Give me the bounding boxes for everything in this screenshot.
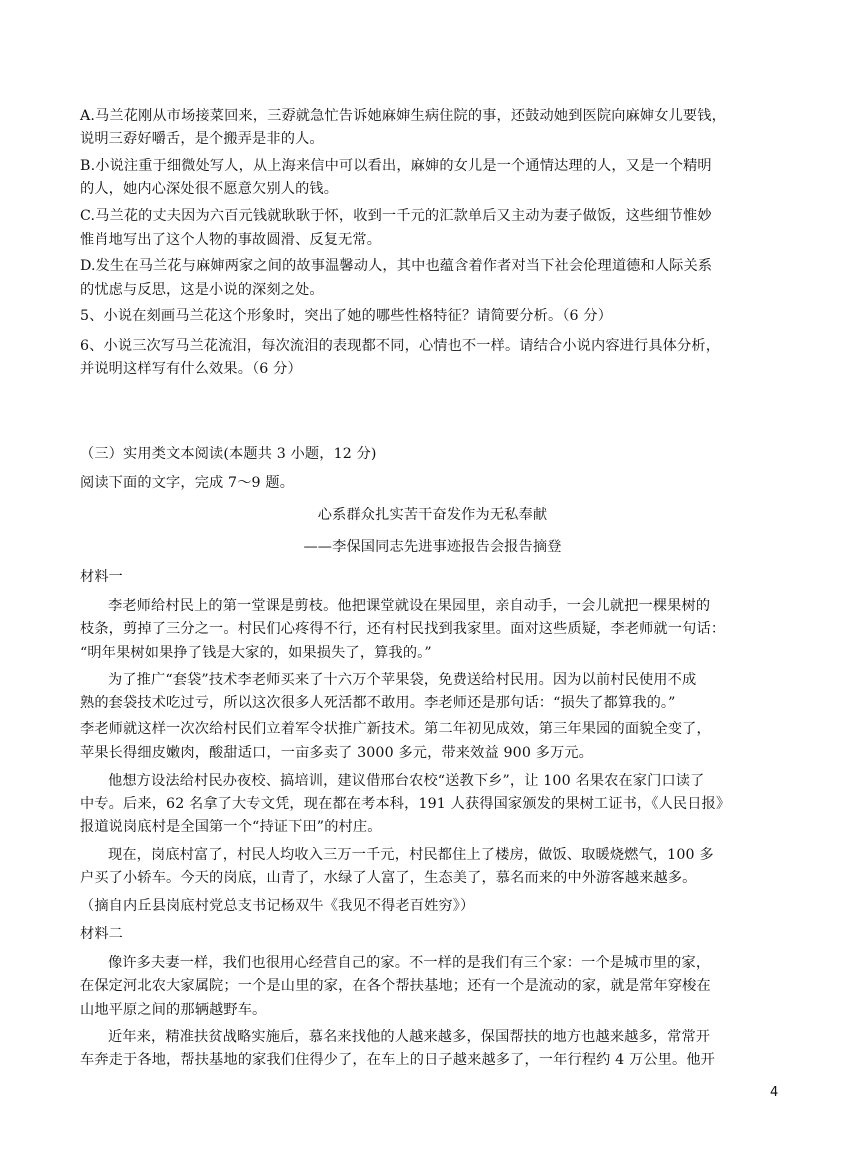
text-line: B.小说注重于细微处写人，从上海来信中可以看出，麻婶的女儿是一个通情达理的人，又是一个精明 xyxy=(80,158,712,174)
text-line: 车奔走于各地，帮扶基地的家我们住得少了，在车上的日子越来越多了，一年行程约 4 万公里。他开 xyxy=(80,1052,716,1068)
text-line: 中专。后来，62 名拿了大专文凭，现在都在考本科，191 人获得国家颁发的果树工证书，《人民日报》 xyxy=(80,796,731,812)
text-line: 山地平原之间的那辆越野车。 xyxy=(80,1002,267,1018)
section-heading: （三）实用类文本阅读(本题共 3 小题，12 分) xyxy=(80,446,377,462)
article-title: 心系群众扎实苦干奋发作为无私奉献 xyxy=(317,507,548,523)
text-line: “明年果树如果挣了钱是大家的，如果损失了，算我的。” xyxy=(80,645,432,661)
material-1-source: （摘自内丘县岗底村党总支书记杨双牛《我见不得老百姓穷》） xyxy=(80,898,475,914)
text-line: 惟肖地写出了这个人物的事故圆滑、反复无常。 xyxy=(80,232,382,248)
text-line: 6、小说三次写马兰花流泪，每次流泪的表现都不同，心情也不一样。请结合小说内容进行具体分析， xyxy=(80,338,721,354)
material-1-label: 材料一 xyxy=(80,569,124,585)
page-number: 4 xyxy=(770,1085,779,1100)
text-line: 李老师就这样一次次给村民们立着军令状推广新技术。第二年初见成效，第三年果园的面貌全变了， xyxy=(80,721,711,737)
text-line: 户买了小轿车。今天的岗底，山青了，水绿了人富了，生态美了，慕名而来的中外游客越来越多。 xyxy=(80,870,697,886)
text-line: 近年来，精准扶贫战略实施后，慕名来找他的人越来越多，保国帮扶的地方也越来越多，常常开 xyxy=(108,1029,711,1045)
text-line: C.马兰花的丈夫因为六百元钱就耿耿于怀，收到一千元的汇款单后又主动为妻子做饭，这些细节惟妙 xyxy=(80,208,712,224)
text-line: 现在，岗底村富了，村民人均收入三万一千元，村民都住上了楼房，做饭、取暖烧燃气，100 多 xyxy=(108,847,714,863)
text-line: 报道说岗底村是全国第一个“持证下田”的村庄。 xyxy=(80,819,382,835)
text-line: 说明三孬好嚼舌，是个搬弄是非的人。 xyxy=(80,131,324,147)
article-subtitle: ——李保国同志先进事迹报告会报告摘登 xyxy=(303,539,562,555)
text-line: 苹果长得细皮嫩肉，酸甜适口，一亩多卖了 3000 多元，带来效益 900 多万元。 xyxy=(80,745,594,761)
text-line: 为了推广“套袋”技术李老师买来了十六万个苹果袋，免费送给村民用。因为以前村民使用不成 xyxy=(108,672,697,688)
text-line: 在保定河北农大家属院；一个是山里的家，在各个帮扶基地；还有一个是流动的家，就是常年穿梭在 xyxy=(80,978,711,994)
text-line: D.发生在马兰花与麻婶两家之间的故事温馨动人，其中也蕴含着作者对当下社会伦理道德和人际关系 xyxy=(80,258,713,274)
material-2-label: 材料二 xyxy=(80,926,124,942)
text-line: 李老师给村民上的第一堂课是剪枝。他把课堂就设在果园里，亲自动手，一会儿就把一棵果树的 xyxy=(108,598,711,614)
text-line: 5、小说在刻画马兰花这个形象时，突出了她的哪些性格特征？请简要分析。（6 分） xyxy=(80,308,613,324)
text-line: 他想方设法给村民办夜校、搞培训，建议借邢台农校“送教下乡”，让 100 名果农在家门口读了 xyxy=(108,773,705,789)
text-line: 的忧虑与反思，这是小说的深刻之处。 xyxy=(80,282,324,298)
text-line: 熟的套袋技术吃过亏，所以这次很多人死活都不敢用。李老师还是那句话：“损失了都算我的。” xyxy=(80,695,676,711)
text-line: 的人，她内心深处很不愿意欠别人的钱。 xyxy=(80,181,339,197)
section-instruction: 阅读下面的文字，完成 7～9 题。 xyxy=(80,475,295,491)
text-line: 并说明这样写有什么效果。（6 分） xyxy=(80,361,302,377)
text-line: 枝条，剪掉了三分之一。村民们心疼得不行，还有村民找到我家里。面对这些质疑，李老师就一句话： xyxy=(80,621,726,637)
text-line: 像许多夫妻一样，我们也很用心经营自己的家。不一样的是我们有三个家：一个是城市里的家， xyxy=(108,955,711,971)
text-line: A.马兰花刚从市场接菜回来，三孬就急忙告诉她麻婶生病住院的事，还鼓动她到医院向麻婶女儿要钱， xyxy=(80,108,726,124)
